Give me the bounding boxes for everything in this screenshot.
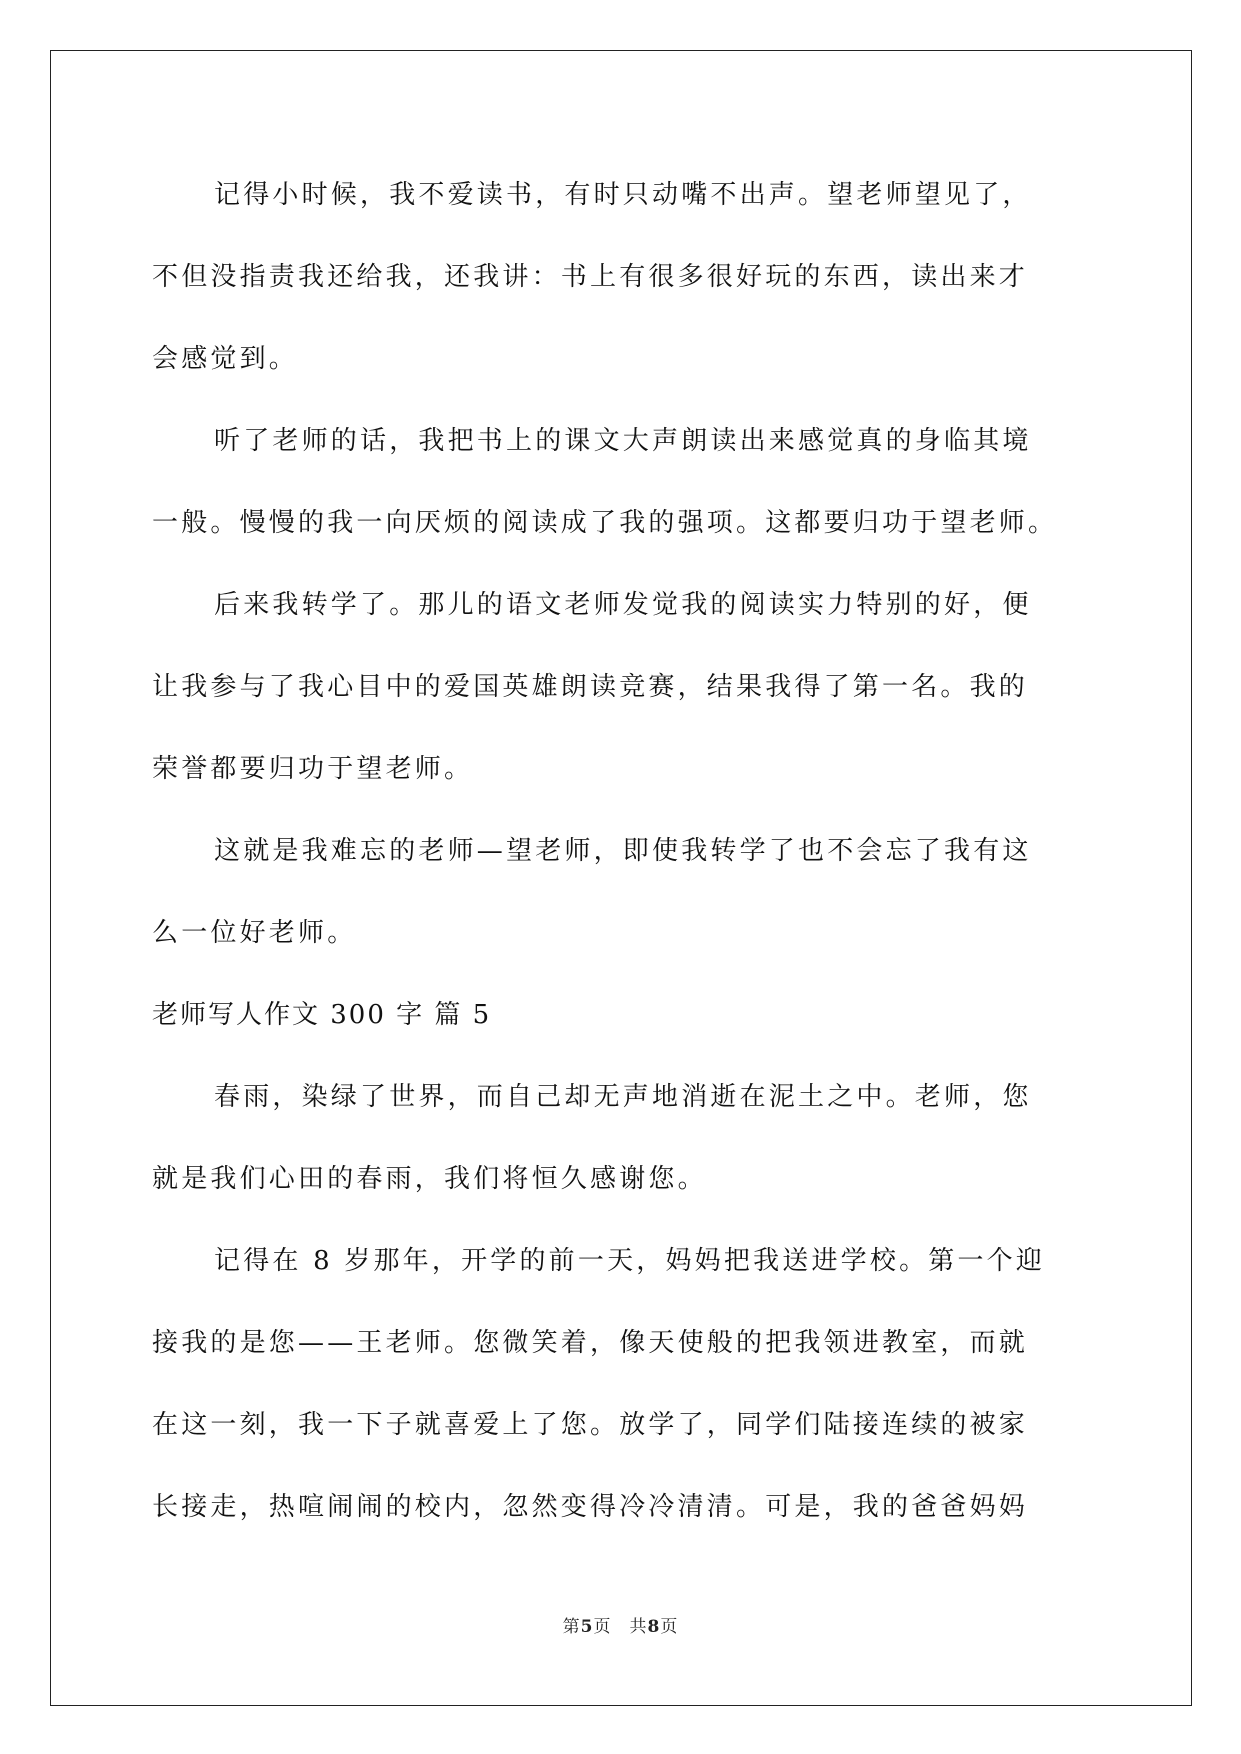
text-line: 记得小时候，我不爱读书，有时只动嘴不出声。望老师望见了， [214,180,1032,210]
page-suffix: 页 [593,1617,612,1637]
text-line: 荣誉都要归功于望老师。 [152,754,474,784]
text-line: 接我的是您——王老师。您微笑着，像天使般的把我领进教室，而就 [152,1328,1029,1358]
text-line: 听了老师的话，我把书上的课文大声朗读出来感觉真的身临其境 [214,426,1032,456]
paragraph [152,1056,1092,1220]
total-pages: 8 [647,1617,661,1637]
page-prefix: 第 [562,1617,581,1637]
text-line: 一般。慢慢的我一向厌烦的阅读成了我的强项。这都要归功于望老师。 [152,508,1058,538]
text-line: 会感觉到。 [152,344,299,374]
text-line: 不但没指责我还给我，还我讲：书上有很多很好玩的东西，读出来才 [152,262,1029,292]
total-suffix: 页 [660,1617,679,1637]
page-number: 5 [580,1617,594,1637]
text-line: 就是我们心田的春雨，我们将恒久感谢您。 [152,1164,707,1194]
paragraph [152,810,1092,974]
document-body [152,154,1092,1548]
paragraph [152,1220,1092,1548]
text-line: 记得在 8 岁那年，开学的前一天，妈妈把我送进学校。第一个迎 [214,1246,1046,1276]
section-heading: 老师写人作文 300 字 篇 5 [152,1000,492,1030]
text-line: 春雨，染绿了世界，而自己却无声地消逝在泥土之中。老师，您 [214,1082,1032,1112]
page-footer [0,1612,1241,1637]
paragraph [152,564,1092,810]
text-line: 这就是我难忘的老师—望老师，即使我转学了也不会忘了我有这 [214,836,1032,866]
paragraph [152,154,1092,400]
text-line: 长接走，热喧闹闹的校内，忽然变得冷冷清清。可是，我的爸爸妈妈 [152,1492,1029,1522]
total-prefix: 共 [629,1617,648,1637]
text-line: 后来我转学了。那儿的语文老师发觉我的阅读实力特别的好，便 [214,590,1032,620]
text-line: 在这一刻，我一下子就喜爱上了您。放学了，同学们陆接连续的被家 [152,1410,1029,1440]
text-line: 让我参与了我心目中的爱国英雄朗读竞赛，结果我得了第一名。我的 [152,672,1029,702]
text-line: 么一位好老师。 [152,918,357,948]
paragraph [152,400,1092,564]
